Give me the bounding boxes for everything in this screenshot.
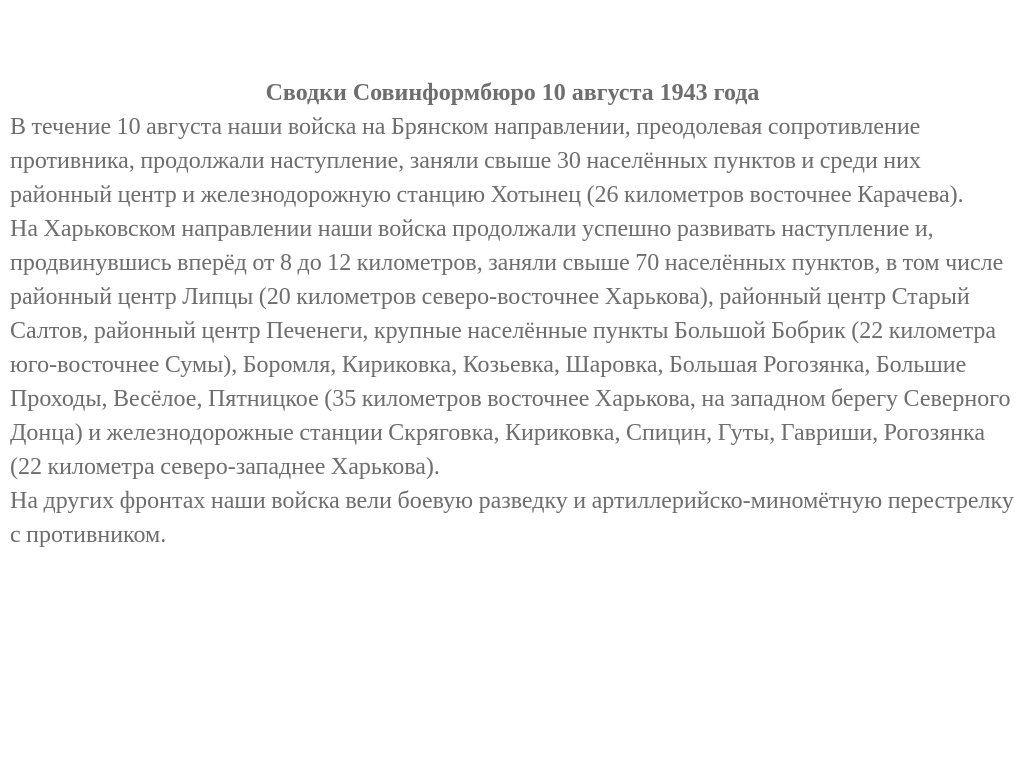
paragraph-kharkov: На Харьковском направлении наши войска продолжали успешно развивать наступление и, продвинувшись вперёд от 8 до 12 километров, заняли свыше 70 населённых пунктов, в том числе районный центр Липцы (20 километров северо-восточнее Харькова), районный центр Старый Салтов, районный центр Печенеги, крупные населённые пункты Большой Бобрик (22 километра юго-восточнее Сумы), Боромля, Кириковка, Козьевка, Шаровка, Большая Рогозянка, Большие Проходы, Весёлое, Пятницкое (35 километров восточнее Харькова, на западном берегу Северного Донца) и железнодорожные станции Скряговка, Кириковка, Спицин, Гуты, Гавриши, Рогозянка (22 километра северо-западнее Харькова). <box>10 216 1011 480</box>
report-title: Сводки Совинформбюро 10 августа 1943 года <box>265 80 760 106</box>
paragraph-bryansk: В течение 10 августа наши войска на Брянском направлении, преодолевая сопротивление противника, продолжали наступление, заняли свыше 30 населённых пунктов и среди них районный центр и железнодорожную станцию Хотынец (26 километров восточнее Карачева). <box>10 114 964 208</box>
paragraph-other-fronts: На других фронтах наши войска вели боевую разведку и артиллерийско-миномётную перестрелку с противником. <box>10 488 1014 548</box>
report-body <box>10 76 1015 552</box>
